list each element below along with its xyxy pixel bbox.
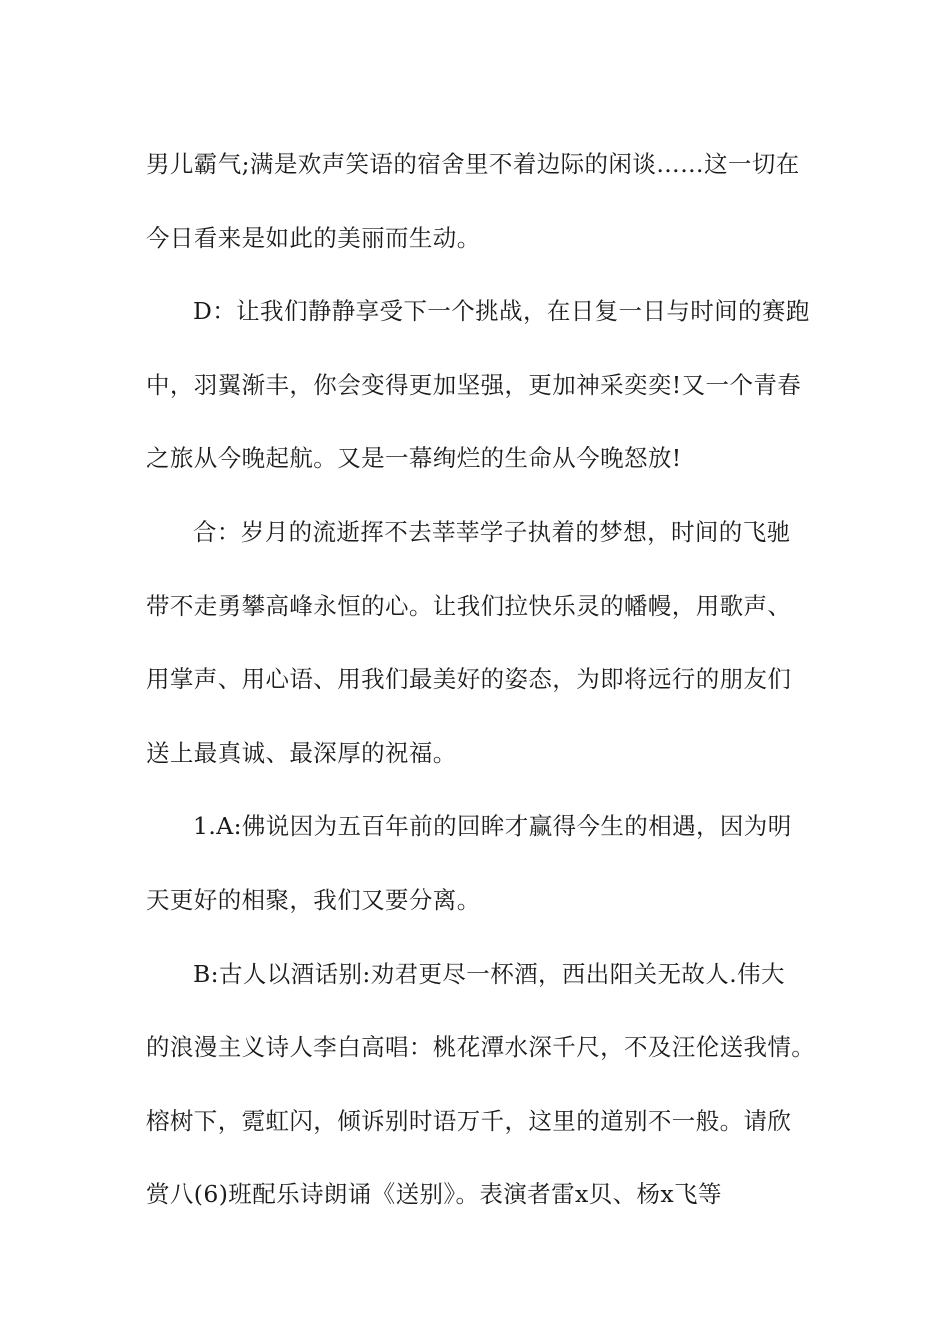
text-line: 今日看来是如此的美丽而生动。	[146, 223, 481, 252]
text-line: 之旅从今晚起航。又是一幕绚烂的生命从今晚怒放!	[146, 444, 682, 473]
text-line: 的浪漫主义诗人李白高唱：桃花潭水深千尺，不及汪伦送我情。	[146, 1033, 816, 1062]
paragraph-start-line: 合：岁月的流逝挥不去莘莘学子执着的梦想，时间的飞驰	[193, 517, 791, 546]
text-line: 带不走勇攀高峰永恒的心。让我们拉快乐灵的幡幔，用歌声、	[146, 591, 792, 620]
paragraph-start-line: B:古人以酒话别:劝君更尽一杯酒，西出阳关无故人.伟大	[193, 959, 785, 988]
paragraph-start-line: D：让我们静静享受下一个挑战，在日复一日与时间的赛跑	[193, 297, 810, 326]
text-line: 赏八(6)班配乐诗朗诵《送别》。表演者雷x贝、杨x飞等	[146, 1180, 722, 1209]
text-line: 男儿霸气;满是欢声笑语的宿舍里不着边际的闲谈……这一切在	[146, 150, 800, 178]
text-line: 榕树下，霓虹闪，倾诉别时语万千，这里的道别不一般。请欣	[146, 1106, 792, 1135]
text-line: 天更好的相聚，我们又要分离。	[146, 885, 481, 914]
text-line: 用掌声、用心语、用我们最美好的姿态，为即将远行的朋友们	[146, 665, 792, 694]
text-line: 送上最真诚、最深厚的祝福。	[146, 738, 457, 767]
paragraph-start-line: 1.A:佛说因为五百年前的回眸才赢得今生的相遇，因为明	[193, 812, 792, 841]
text-line: 中，羽翼渐丰，你会变得更加坚强，更加神采奕奕!又一个青春	[146, 370, 802, 399]
body-text	[146, 128, 816, 1232]
